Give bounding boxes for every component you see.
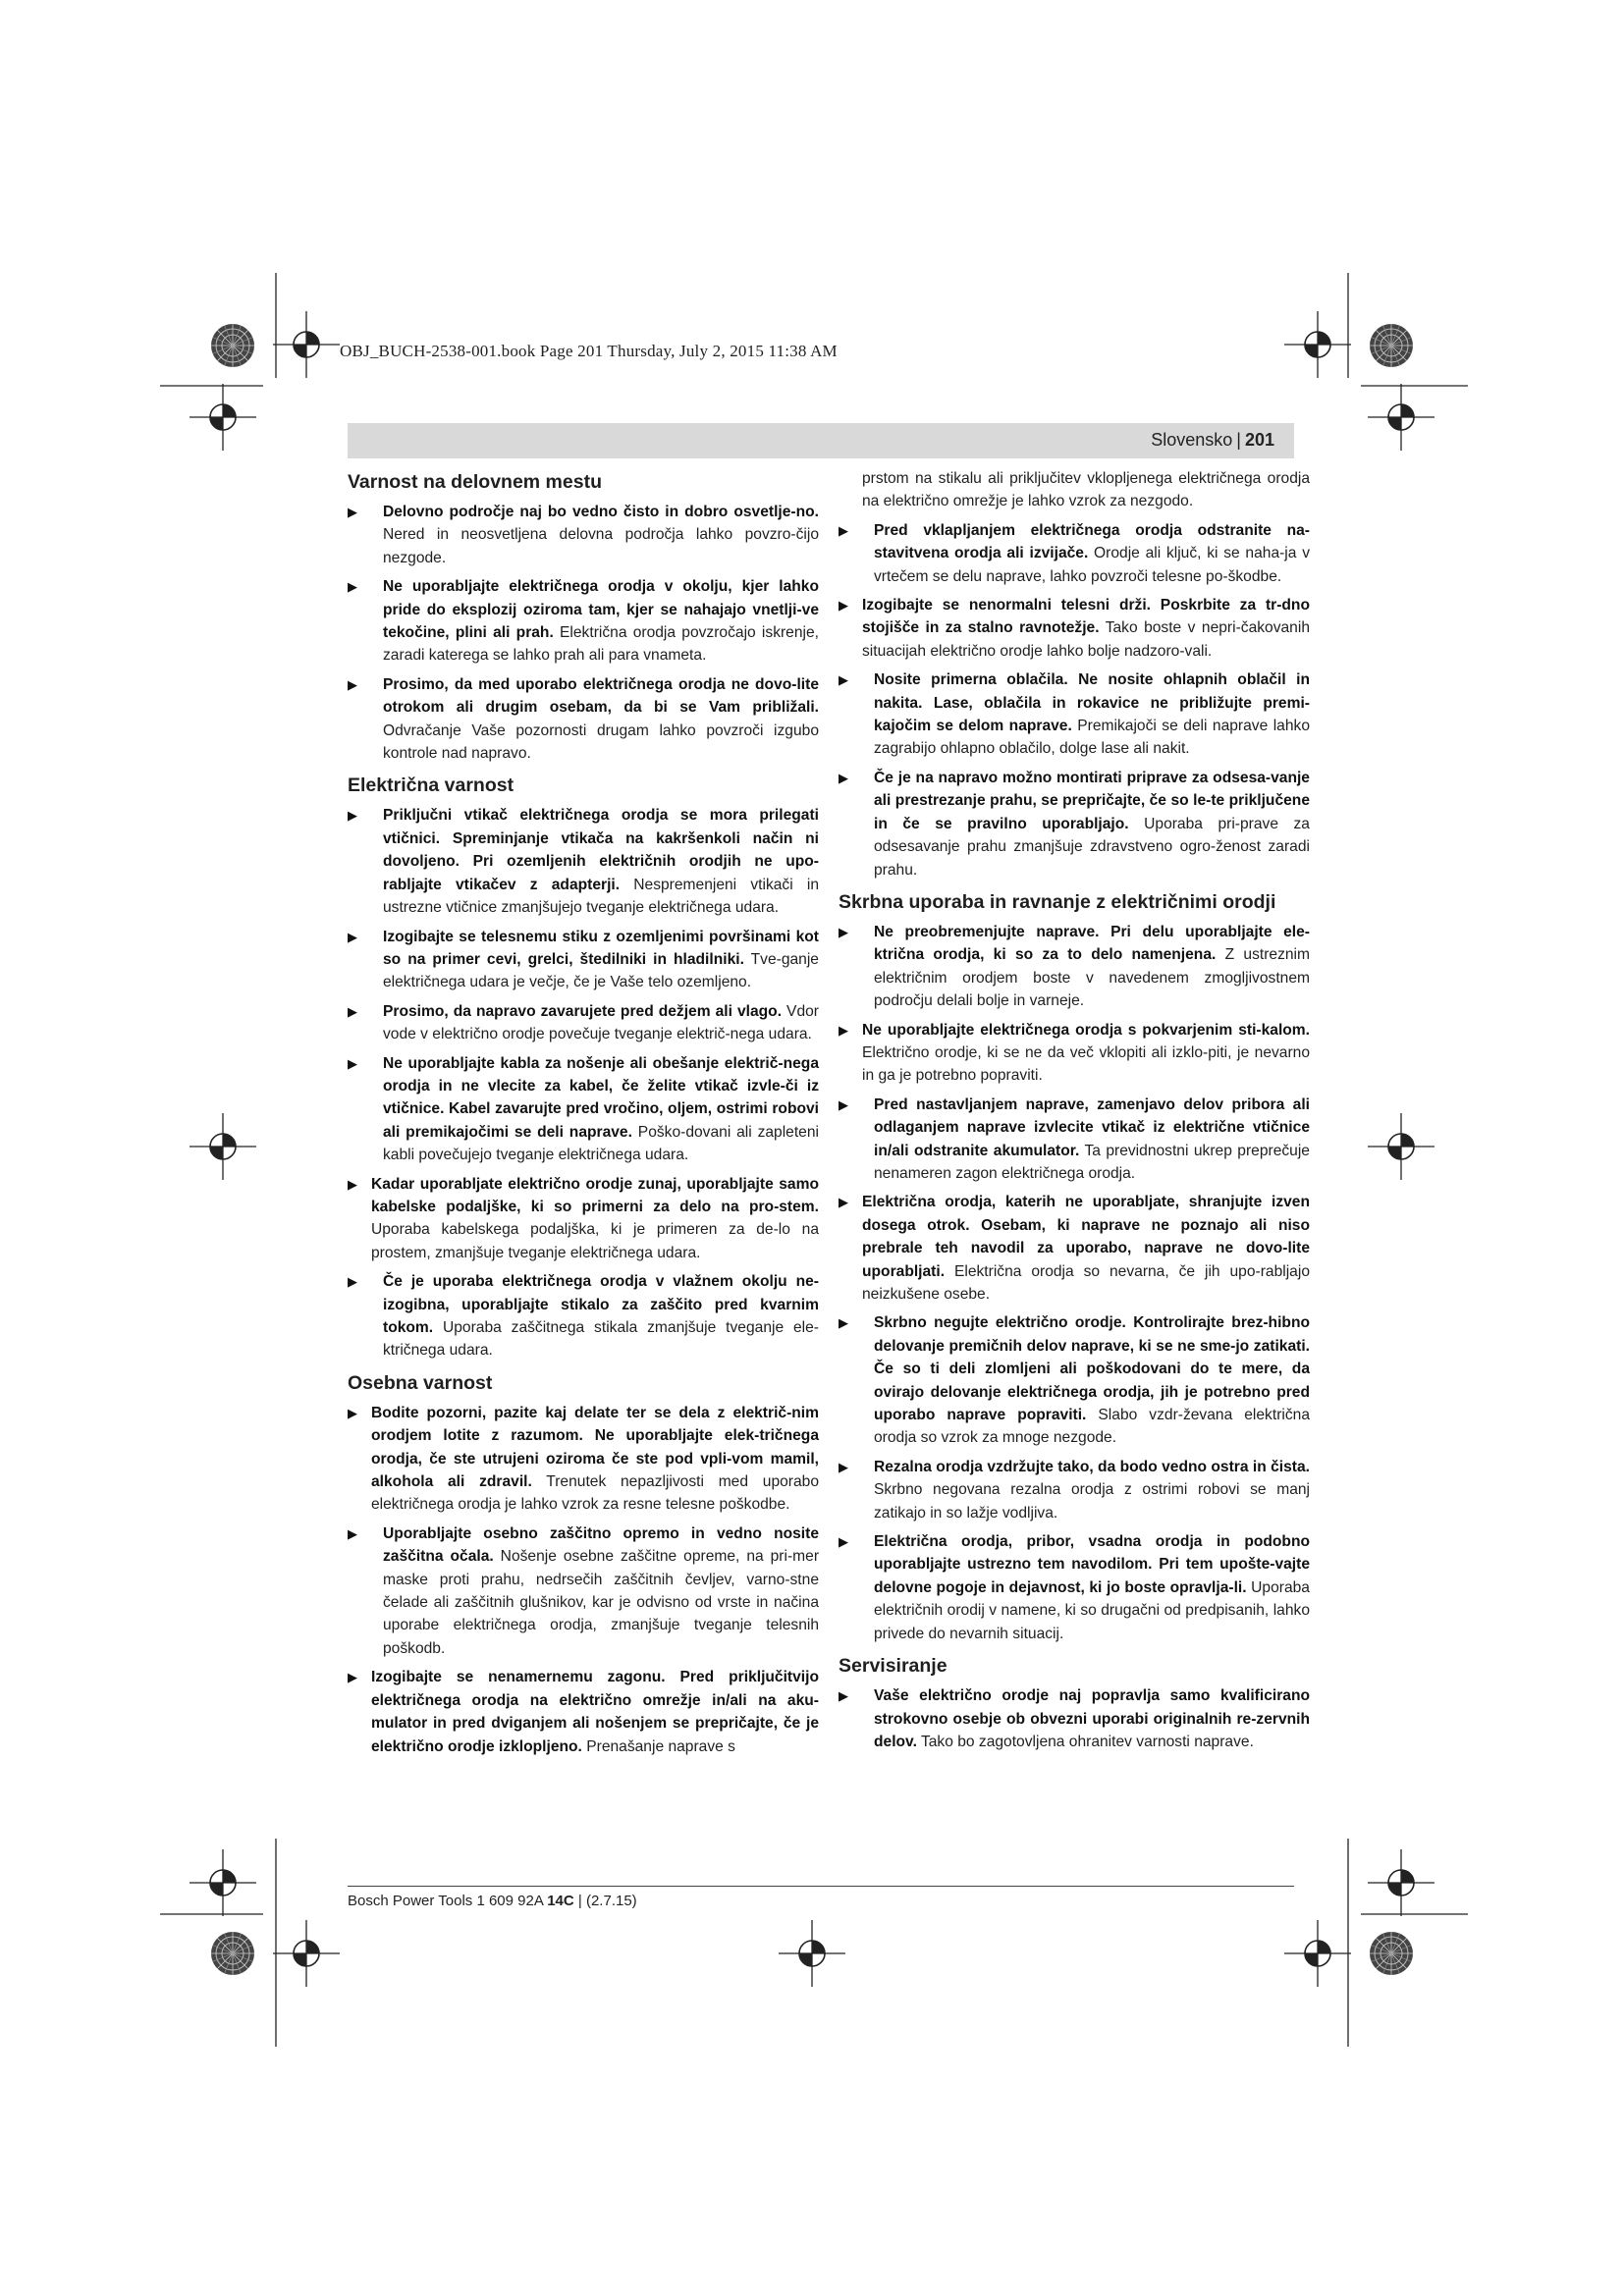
footer-prefix: Bosch Power Tools 1 609 92A [348,1893,548,1909]
item-bold-text: Ne uporabljajte električnega orodja v okolju, kjer lahko pride do eksplozij oziroma tam, kjer se nahajajo vnetlji-ve tekočine, plini ali prah. [383,578,819,642]
bullet-icon: ▶ [348,929,357,944]
bullet-icon: ▶ [839,924,848,939]
list-item [348,501,819,569]
bullet-icon: ▶ [839,1534,848,1550]
list-item [348,1052,819,1167]
item-bold-text: Vaše električno orodje naj popravlja samo kvalificirano strokovno osebje ob obvezni uporabi originalnih re-zervnih delov. [874,1687,1310,1750]
bullet-icon: ▶ [348,1055,357,1071]
list-item [839,1019,1310,1088]
item-text: Vdor vode v električno orodje povečuje tveganje električ-nega udara. [383,1002,819,1043]
item-text: Trenutek nepazljivosti med uporabo električnega orodja je lahko vzrok za resne telesne poškodbe. [371,1473,819,1514]
item-text: Tve-ganje električnega udara je večje, če je Vaše telo ozemljeno. [383,950,819,991]
bullet-icon: ▶ [348,676,357,692]
section-heading: Električna varnost [348,774,514,797]
item-text: Ta previdnostni ukrep preprečuje nenameren zagon električnega orodja. [874,1142,1310,1182]
list-item [839,1191,1310,1306]
item-bold-text: Če je uporaba električnega orodja v vlažnem okolju ne-izogibna, uporabljajte stikalo za zaščito pred kvarnim tokom. [383,1273,819,1336]
item-bold-text: Izogibajte se nenamernemu zagonu. Pred priključitvijo električnega orodja na električno omrežje in/ali na aku-mulator in pred dviganjem ali nošenjem se prepričajte, če je električno orodje izklopljeno. [371,1669,819,1755]
bullet-icon: ▶ [348,579,357,595]
item-bold-text: Izogibajte se nenormalni telesni drži. Poskrbite za tr-dno stojišče in za stalno ravnotežje. [862,597,1310,637]
header-separator: | [1236,430,1241,450]
list-item [348,926,819,994]
left-column [348,467,819,1764]
item-bold-text: Električna orodja, pribor, vsadna orodja in podobno uporabljajte ustrezno tem navodilom. Pri tem upošte-vajte delovne pogoje in dejavnost, ki jo boste opravlja-li. [874,1533,1310,1596]
item-text: Uporaba zaščitnega stikala zmanjšuje tveganje ele-ktričnega udara. [383,1319,819,1360]
list-item [348,1173,819,1265]
footer-bold: 14C [547,1893,574,1909]
bullet-icon: ▶ [348,1003,357,1019]
section-heading: Skrbna uporaba in ravnanje z električnimi orodji [839,890,1276,913]
list-item [348,804,819,919]
bullet-icon: ▶ [839,1315,848,1331]
list-item [839,1094,1310,1186]
item-text: Premikajoči se deli naprave lahko zagrabijo ohlapno oblačilo, dolge lase ali nakit. [874,718,1310,758]
bullet-icon: ▶ [839,1459,848,1474]
footer-suffix: | (2.7.15) [573,1893,637,1909]
item-bold-text: Električna orodja, katerih ne uporabljate, shranjujte izven dosega otrok. Osebam, ki naprave ne poznajo ali niso prebrale teh navodil za uporabo, naprave ne dovo-lite uporabljati. [862,1194,1310,1280]
list-item [839,1456,1310,1524]
bullet-icon: ▶ [348,1670,357,1685]
section-tool-use-and-care [839,889,1310,1645]
item-bold-text: Ne uporabljajte kabla za nošenje ali obešanje električ-nega orodja in ne vlecite za kabel, če želite vtikač izvle-či iz vtičnice. Kabel zavarujte pred vročino, oljem, ostrimi robovi ali premikajočimi se deli naprave. [383,1054,819,1141]
list-item [348,575,819,667]
item-text: Tako boste v nepri-čakovanih situacijah električno orodje lahko bolje nadzoro-vali. [862,619,1310,660]
bullet-icon: ▶ [839,1195,848,1210]
item-text: Uporaba kabelskega podaljška, ki je primeren za de-lo na prostem, zmanjšuje tveganje električnega udara. [371,1221,819,1261]
list-item [839,594,1310,663]
item-bold-text: Izogibajte se telesnemu stiku z ozemljenimi površinami kot so na primer cevi, grelci, štedilniki in hladilniki. [383,928,819,968]
item-text: Slabo vzdr-ževana električna orodja so vzrok za mnoge nezgode. [874,1407,1310,1447]
section-electrical-safety [348,773,819,1362]
item-bold-text: Če je na napravo možno montirati priprave za odsesa-vanje ali prestrezanje prahu, se prepričajte, če so le-te priključene in če se pravilno uporabljajo. [874,769,1310,832]
section-personal-safety [348,1370,819,1758]
bullet-icon: ▶ [839,1022,848,1038]
bullet-icon: ▶ [348,808,357,824]
print-info: OBJ_BUCH-2538-001.book Page 201 Thursday, July 2, 2015 11:38 AM [340,342,838,360]
item-text: Orodje ali ključ, ki se naha-ja v vrtečem se delu naprave, lahko povzroči telesne po-škodbe. [874,545,1310,585]
bullet-icon: ▶ [348,1176,357,1192]
list-item [839,767,1310,881]
header-language: Slovensko [1151,430,1233,450]
item-text: Prenašanje naprave s [581,1737,735,1755]
list-item [348,1402,819,1517]
section-heading: Varnost na delovnem mestu [348,471,602,493]
item-bold-text: Ne uporabljajte električnega orodja s pokvarjenim sti-kalom. [862,1021,1310,1039]
bullet-icon: ▶ [348,1274,357,1290]
section-workplace-safety [348,469,819,765]
item-text: Uporaba pri-prave za odsesavanje prahu zmanjšuje zdravstveno ogro-ženost zaradi prahu. [874,815,1310,879]
list-item [348,1000,819,1046]
page-footer [348,1893,637,1909]
item-text: Električna orodja povzročajo iskrenje, zaradi katerega se lahko prah ali para vnameta. [383,624,819,665]
bullet-icon: ▶ [348,505,357,519]
list-item [348,1666,819,1758]
item-bold-text: Bodite pozorni, pazite kaj delate ter se dela z električ-nim orodjem lotite z razumom. Ne uporabljajte elek-tričnega orodja, če ste utrujeni oziroma če ste pod vpli-vom mamil, alkohola ali zdravil. [371,1404,819,1491]
right-column [839,467,1310,1759]
bullet-icon: ▶ [839,522,848,538]
item-bold-text: Priključni vtikač električnega orodja se mora prilegati vtičnici. Spreminjanje vtikača na kakršenkoli način ni dovoljeno. Pri ozemljenih električnih orodjih ne upo-rabljajte vtikačev z adapterji. [383,807,819,893]
bullet-icon: ▶ [839,598,848,614]
item-bold-text: Skrbno negujte električno orodje. Kontrolirajte brez-hibno delovanje premičnih delov naprave, ki se ne sme-jo zatikati. Če so ti deli zlomljeni ali poškodovani do te mere, da ovirajo delovanje električnega orodja, jih je potrebno pred uporabo naprave popraviti. [874,1314,1310,1424]
item-bold-text: Pred nastavljanjem naprave, zamenjavo delov pribora ali odlaganjem naprave izvlecite vtikač iz električne vtičnice in/ali odstranite akumulator. [874,1095,1310,1159]
item-text: Skrbno negovana rezalna orodja z ostrimi robovi se manj zatikajo in so lažje vodljiva. [874,1481,1310,1522]
footer-rule [348,1886,1294,1887]
list-item [839,1684,1310,1753]
bullet-icon: ▶ [839,1688,848,1704]
item-bold-text: Rezalna orodja vzdržujte tako, da bodo vedno ostra in čista. [874,1458,1310,1475]
item-text: Poško-dovani ali zapleteni kabli povečujejo tveganje električnega udara. [383,1123,819,1164]
list-item [839,668,1310,761]
item-text: Nered in neosvetljena delovna področja lahko povzro-čijo nezgode. [383,526,819,566]
item-bold-text: Ne preobremenjujte naprave. Pri delu uporabljajte ele-ktrična orodja, ki so za to delo namenjena. [874,923,1310,964]
item-bold-text: Uporabljajte osebno zaščitno opremo in vedno nosite zaščitna očala. [383,1524,819,1566]
bullet-icon: ▶ [839,672,848,688]
header-text [1151,430,1274,451]
item-text: Odvračanje Vaše pozornosti drugam lahko povzroči izgubo kontrole nad napravo. [383,721,819,763]
section-heading: Osebna varnost [348,1371,493,1394]
bullet-icon: ▶ [348,1405,357,1420]
list-item [839,519,1310,588]
bullet-icon: ▶ [839,770,848,785]
item-text: Električno orodje, ki se ne da več vklopiti ali izklo-piti, je nevarno in ga je potrebno popraviti. [862,1043,1310,1085]
item-bold-text: Pred vklapljanjem električnega orodja odstranite na-stavitvena orodja ali izvijače. [874,521,1310,562]
item-text: Z ustreznim električnim orodjem boste v navedenem zmogljivostnem področju delali bolje in varneje. [874,946,1311,1010]
continued-paragraph: prstom na stikalu ali priključitev vklopljenega električnega orodja na električno omrežje je lahko vzrok za nezgodo. [862,470,1310,510]
item-bold-text: Nosite primerna oblačila. Ne nosite ohlapnih oblačil in nakita. Lase, oblačila in rokavice ne približujte premi-kajočim se delom naprave. [874,671,1310,735]
item-text: Nespremenjeni vtikači in ustrezne vtičnice zmanjšujejo tveganje električnega udara. [383,876,819,917]
bullet-icon: ▶ [348,1525,357,1541]
list-item [839,921,1310,1013]
section-heading: Servisiranje [839,1655,947,1678]
list-item [839,1530,1310,1645]
page-header [348,423,1294,458]
item-bold-text: Delovno področje naj bo vedno čisto in dobro osvetlje-no. [383,504,819,520]
bullet-icon: ▶ [839,1096,848,1112]
item-bold-text: Kadar uporabljate električno orodje zunaj, uporabljajte samo kabelske podaljške, ki so primerni za delo na pro-stem. [371,1175,819,1215]
item-text: Uporaba električnih orodij v namene, ki so drugačni od predpisanih, lahko privede do nevarnih situacij. [874,1578,1310,1642]
item-bold-text: Prosimo, da napravo zavarujete pred dežjem ali vlago. [383,1002,783,1020]
item-bold-text: Prosimo, da med uporabo električnega orodja ne dovo-lite otrokom ali drugim osebam, da bi se Vam približali. [383,675,819,717]
list-item [839,1311,1310,1449]
list-item [348,673,819,766]
item-text: Električna orodja so nevarna, če jih upo-rabljajo neizkušene osebe. [862,1262,1310,1303]
page-number: 201 [1244,430,1274,450]
item-text: Tako bo zagotovljena ohranitev varnosti naprave. [916,1733,1254,1750]
list-item [348,1270,819,1362]
section-service [839,1653,1310,1753]
item-text: Nošenje osebne zaščitne opreme, na pri-mer maske proti prahu, nedrsečih zaščitnih čevljev, varno-stne čelade ali zaščitnih glušnikov, kar je odvisno od vrste in načina uporabe električnega orodja, zmanjšuje tveganje telesnih poškodb. [383,1548,820,1657]
list-item [348,1522,819,1660]
